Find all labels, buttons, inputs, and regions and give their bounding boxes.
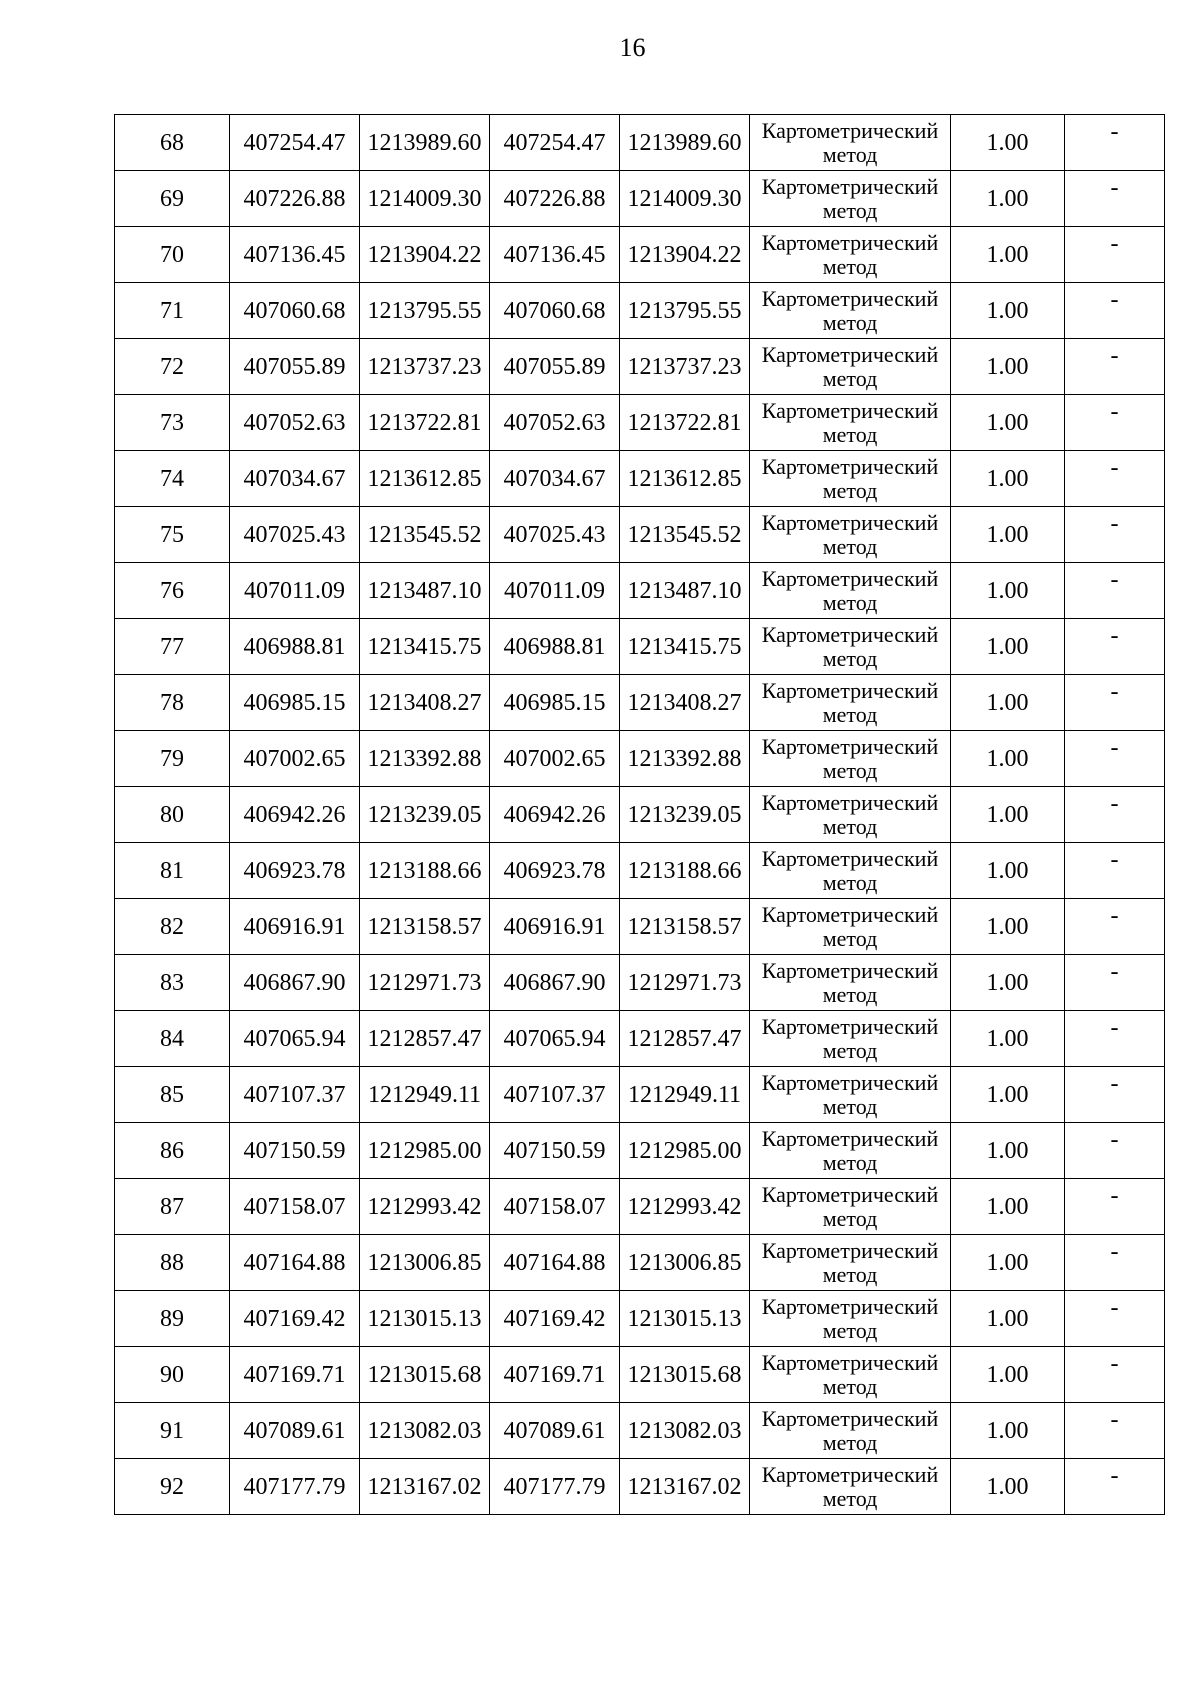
point-number-cell: 78 bbox=[115, 675, 230, 731]
existing-x-cell: 407158.07 bbox=[230, 1179, 360, 1235]
accuracy-cell: 1.00 bbox=[951, 1459, 1065, 1515]
existing-y-cell: 1212985.00 bbox=[360, 1123, 490, 1179]
method-label-line2: метод bbox=[822, 141, 878, 167]
existing-x-cell: 407002.65 bbox=[230, 731, 360, 787]
new-x-cell: 407055.89 bbox=[490, 339, 620, 395]
description-cell: - bbox=[1065, 1123, 1165, 1179]
method-label-line1: Картометрический bbox=[761, 229, 939, 255]
point-number-cell: 73 bbox=[115, 395, 230, 451]
existing-x-cell: 407011.09 bbox=[230, 563, 360, 619]
existing-y-cell: 1213408.27 bbox=[360, 675, 490, 731]
existing-y-cell: 1212857.47 bbox=[360, 1011, 490, 1067]
method-cell bbox=[750, 451, 951, 507]
method-cell bbox=[750, 1291, 951, 1347]
method-label-line1: Картометрический bbox=[761, 1181, 939, 1207]
existing-x-cell: 407254.47 bbox=[230, 115, 360, 171]
table-row bbox=[115, 1011, 1165, 1067]
new-y-cell: 1213487.10 bbox=[620, 563, 750, 619]
accuracy-cell: 1.00 bbox=[951, 1011, 1065, 1067]
new-y-cell: 1212949.11 bbox=[620, 1067, 750, 1123]
point-number-cell: 75 bbox=[115, 507, 230, 563]
method-cell bbox=[750, 1123, 951, 1179]
existing-y-cell: 1213795.55 bbox=[360, 283, 490, 339]
new-x-cell: 406985.15 bbox=[490, 675, 620, 731]
method-cell bbox=[750, 1011, 951, 1067]
method-label-line2: метод bbox=[822, 365, 878, 391]
new-y-cell: 1213392.88 bbox=[620, 731, 750, 787]
existing-x-cell: 406988.81 bbox=[230, 619, 360, 675]
method-label-line1: Картометрический bbox=[761, 397, 939, 423]
method-label-line1: Картометрический bbox=[761, 117, 939, 143]
method-label-line1: Картометрический bbox=[761, 789, 939, 815]
existing-x-cell: 407052.63 bbox=[230, 395, 360, 451]
table-row bbox=[115, 787, 1165, 843]
method-label-line1: Картометрический bbox=[761, 957, 939, 983]
existing-y-cell: 1213015.13 bbox=[360, 1291, 490, 1347]
method-cell bbox=[750, 115, 951, 171]
page-number: 16 bbox=[619, 33, 646, 62]
table-row bbox=[115, 1347, 1165, 1403]
description-cell: - bbox=[1065, 1179, 1165, 1235]
method-cell bbox=[750, 227, 951, 283]
point-number-cell: 79 bbox=[115, 731, 230, 787]
existing-x-cell: 407169.42 bbox=[230, 1291, 360, 1347]
table-row bbox=[115, 283, 1165, 339]
accuracy-cell: 1.00 bbox=[951, 1123, 1065, 1179]
new-y-cell: 1213612.85 bbox=[620, 451, 750, 507]
existing-x-cell: 407089.61 bbox=[230, 1403, 360, 1459]
method-cell bbox=[750, 787, 951, 843]
method-label-line2: метод bbox=[822, 701, 878, 727]
existing-x-cell: 406867.90 bbox=[230, 955, 360, 1011]
existing-y-cell: 1213006.85 bbox=[360, 1235, 490, 1291]
new-x-cell: 407164.88 bbox=[490, 1235, 620, 1291]
method-label-line1: Картометрический bbox=[761, 565, 939, 591]
accuracy-cell: 1.00 bbox=[951, 227, 1065, 283]
method-cell bbox=[750, 1179, 951, 1235]
method-label-line2: метод bbox=[822, 1317, 878, 1343]
method-label-line1: Картометрический bbox=[761, 901, 939, 927]
point-number-cell: 69 bbox=[115, 171, 230, 227]
point-number-cell: 80 bbox=[115, 787, 230, 843]
method-label-line1: Картометрический bbox=[761, 733, 939, 759]
new-y-cell: 1213415.75 bbox=[620, 619, 750, 675]
coordinates-table bbox=[114, 114, 1165, 1515]
method-cell bbox=[750, 955, 951, 1011]
existing-y-cell: 1213239.05 bbox=[360, 787, 490, 843]
method-cell bbox=[750, 507, 951, 563]
existing-x-cell: 407034.67 bbox=[230, 451, 360, 507]
accuracy-cell: 1.00 bbox=[951, 1291, 1065, 1347]
existing-x-cell: 407055.89 bbox=[230, 339, 360, 395]
table-row bbox=[115, 1459, 1165, 1515]
description-cell: - bbox=[1065, 395, 1165, 451]
new-y-cell: 1213015.68 bbox=[620, 1347, 750, 1403]
existing-x-cell: 407150.59 bbox=[230, 1123, 360, 1179]
description-cell: - bbox=[1065, 507, 1165, 563]
accuracy-cell: 1.00 bbox=[951, 955, 1065, 1011]
method-label-line2: метод bbox=[822, 981, 878, 1007]
method-cell bbox=[750, 843, 951, 899]
method-label-line2: метод bbox=[822, 1149, 878, 1175]
new-y-cell: 1213737.23 bbox=[620, 339, 750, 395]
description-cell: - bbox=[1065, 1291, 1165, 1347]
existing-x-cell: 407164.88 bbox=[230, 1235, 360, 1291]
description-cell: - bbox=[1065, 731, 1165, 787]
method-cell bbox=[750, 563, 951, 619]
description-cell: - bbox=[1065, 1403, 1165, 1459]
existing-y-cell: 1213082.03 bbox=[360, 1403, 490, 1459]
method-label-line1: Картометрический bbox=[761, 173, 939, 199]
method-label-line2: метод bbox=[822, 589, 878, 615]
new-y-cell: 1213082.03 bbox=[620, 1403, 750, 1459]
table-row bbox=[115, 227, 1165, 283]
method-label-line2: метод bbox=[822, 533, 878, 559]
existing-x-cell: 407060.68 bbox=[230, 283, 360, 339]
method-label-line2: метод bbox=[822, 1429, 878, 1455]
point-number-cell: 85 bbox=[115, 1067, 230, 1123]
existing-y-cell: 1213415.75 bbox=[360, 619, 490, 675]
accuracy-cell: 1.00 bbox=[951, 395, 1065, 451]
accuracy-cell: 1.00 bbox=[951, 787, 1065, 843]
accuracy-cell: 1.00 bbox=[951, 1179, 1065, 1235]
method-cell bbox=[750, 1403, 951, 1459]
method-label-line2: метод bbox=[822, 309, 878, 335]
existing-y-cell: 1213392.88 bbox=[360, 731, 490, 787]
new-x-cell: 407025.43 bbox=[490, 507, 620, 563]
table-row bbox=[115, 1235, 1165, 1291]
accuracy-cell: 1.00 bbox=[951, 451, 1065, 507]
point-number-cell: 81 bbox=[115, 843, 230, 899]
point-number-cell: 87 bbox=[115, 1179, 230, 1235]
accuracy-cell: 1.00 bbox=[951, 1347, 1065, 1403]
existing-x-cell: 407177.79 bbox=[230, 1459, 360, 1515]
method-label-line1: Картометрический bbox=[761, 1237, 939, 1263]
method-label-line2: метод bbox=[822, 645, 878, 671]
new-x-cell: 407226.88 bbox=[490, 171, 620, 227]
existing-y-cell: 1213167.02 bbox=[360, 1459, 490, 1515]
table-row bbox=[115, 115, 1165, 171]
accuracy-cell: 1.00 bbox=[951, 731, 1065, 787]
existing-x-cell: 406916.91 bbox=[230, 899, 360, 955]
method-cell bbox=[750, 899, 951, 955]
table-row bbox=[115, 899, 1165, 955]
point-number-cell: 71 bbox=[115, 283, 230, 339]
new-y-cell: 1213167.02 bbox=[620, 1459, 750, 1515]
existing-y-cell: 1212993.42 bbox=[360, 1179, 490, 1235]
new-y-cell: 1213006.85 bbox=[620, 1235, 750, 1291]
point-number-cell: 86 bbox=[115, 1123, 230, 1179]
description-cell: - bbox=[1065, 171, 1165, 227]
existing-y-cell: 1213989.60 bbox=[360, 115, 490, 171]
new-x-cell: 407254.47 bbox=[490, 115, 620, 171]
table-body bbox=[115, 115, 1165, 1515]
existing-x-cell: 407226.88 bbox=[230, 171, 360, 227]
description-cell: - bbox=[1065, 1459, 1165, 1515]
description-cell: - bbox=[1065, 283, 1165, 339]
new-x-cell: 406988.81 bbox=[490, 619, 620, 675]
point-number-cell: 89 bbox=[115, 1291, 230, 1347]
method-cell bbox=[750, 171, 951, 227]
new-y-cell: 1213722.81 bbox=[620, 395, 750, 451]
method-label-line1: Картометрический bbox=[761, 845, 939, 871]
new-y-cell: 1213188.66 bbox=[620, 843, 750, 899]
method-label-line2: метод bbox=[822, 925, 878, 951]
table-row bbox=[115, 395, 1165, 451]
description-cell: - bbox=[1065, 451, 1165, 507]
existing-y-cell: 1213158.57 bbox=[360, 899, 490, 955]
description-cell: - bbox=[1065, 619, 1165, 675]
new-x-cell: 407177.79 bbox=[490, 1459, 620, 1515]
new-y-cell: 1213408.27 bbox=[620, 675, 750, 731]
point-number-cell: 83 bbox=[115, 955, 230, 1011]
description-cell: - bbox=[1065, 1347, 1165, 1403]
new-y-cell: 1213545.52 bbox=[620, 507, 750, 563]
method-cell bbox=[750, 619, 951, 675]
accuracy-cell: 1.00 bbox=[951, 283, 1065, 339]
existing-x-cell: 407169.71 bbox=[230, 1347, 360, 1403]
new-x-cell: 406867.90 bbox=[490, 955, 620, 1011]
method-label-line1: Картометрический bbox=[761, 285, 939, 311]
method-label-line1: Картометрический bbox=[761, 1069, 939, 1095]
description-cell: - bbox=[1065, 899, 1165, 955]
accuracy-cell: 1.00 bbox=[951, 843, 1065, 899]
method-label-line1: Картометрический bbox=[761, 509, 939, 535]
new-x-cell: 406923.78 bbox=[490, 843, 620, 899]
point-number-cell: 92 bbox=[115, 1459, 230, 1515]
method-cell bbox=[750, 1347, 951, 1403]
new-x-cell: 407169.71 bbox=[490, 1347, 620, 1403]
point-number-cell: 72 bbox=[115, 339, 230, 395]
new-x-cell: 407107.37 bbox=[490, 1067, 620, 1123]
method-label-line2: метод bbox=[822, 1037, 878, 1063]
table-row bbox=[115, 507, 1165, 563]
description-cell: - bbox=[1065, 675, 1165, 731]
method-label-line1: Картометрический bbox=[761, 1293, 939, 1319]
method-label-line2: метод bbox=[822, 1093, 878, 1119]
method-label-line2: метод bbox=[822, 1261, 878, 1287]
existing-x-cell: 407025.43 bbox=[230, 507, 360, 563]
table-row bbox=[115, 619, 1165, 675]
description-cell: - bbox=[1065, 1067, 1165, 1123]
point-number-cell: 77 bbox=[115, 619, 230, 675]
new-x-cell: 407034.67 bbox=[490, 451, 620, 507]
existing-x-cell: 406923.78 bbox=[230, 843, 360, 899]
description-cell: - bbox=[1065, 115, 1165, 171]
method-label-line2: метод bbox=[822, 1485, 878, 1511]
new-y-cell: 1213015.13 bbox=[620, 1291, 750, 1347]
existing-y-cell: 1213612.85 bbox=[360, 451, 490, 507]
table-row bbox=[115, 339, 1165, 395]
accuracy-cell: 1.00 bbox=[951, 1067, 1065, 1123]
method-cell bbox=[750, 339, 951, 395]
accuracy-cell: 1.00 bbox=[951, 619, 1065, 675]
new-y-cell: 1212971.73 bbox=[620, 955, 750, 1011]
existing-x-cell: 407065.94 bbox=[230, 1011, 360, 1067]
existing-x-cell: 406942.26 bbox=[230, 787, 360, 843]
table-row bbox=[115, 843, 1165, 899]
method-label-line1: Картометрический bbox=[761, 621, 939, 647]
method-label-line2: метод bbox=[822, 253, 878, 279]
method-label-line1: Картометрический bbox=[761, 1405, 939, 1431]
table-row bbox=[115, 731, 1165, 787]
method-label-line1: Картометрический bbox=[761, 1013, 939, 1039]
description-cell: - bbox=[1065, 1235, 1165, 1291]
table-row bbox=[115, 563, 1165, 619]
new-x-cell: 407158.07 bbox=[490, 1179, 620, 1235]
description-cell: - bbox=[1065, 227, 1165, 283]
new-x-cell: 407065.94 bbox=[490, 1011, 620, 1067]
table-row bbox=[115, 955, 1165, 1011]
table-row bbox=[115, 1179, 1165, 1235]
existing-y-cell: 1213545.52 bbox=[360, 507, 490, 563]
point-number-cell: 76 bbox=[115, 563, 230, 619]
method-label-line1: Картометрический bbox=[761, 341, 939, 367]
description-cell: - bbox=[1065, 843, 1165, 899]
description-cell: - bbox=[1065, 339, 1165, 395]
existing-x-cell: 406985.15 bbox=[230, 675, 360, 731]
existing-y-cell: 1214009.30 bbox=[360, 171, 490, 227]
new-y-cell: 1213904.22 bbox=[620, 227, 750, 283]
method-label-line2: метод bbox=[822, 869, 878, 895]
point-number-cell: 88 bbox=[115, 1235, 230, 1291]
table-row bbox=[115, 1403, 1165, 1459]
method-cell bbox=[750, 1235, 951, 1291]
method-label-line2: метод bbox=[822, 813, 878, 839]
table-row bbox=[115, 1067, 1165, 1123]
accuracy-cell: 1.00 bbox=[951, 675, 1065, 731]
new-x-cell: 406942.26 bbox=[490, 787, 620, 843]
method-label-line1: Картометрический bbox=[761, 677, 939, 703]
new-y-cell: 1213989.60 bbox=[620, 115, 750, 171]
point-number-cell: 68 bbox=[115, 115, 230, 171]
new-x-cell: 407169.42 bbox=[490, 1291, 620, 1347]
description-cell: - bbox=[1065, 563, 1165, 619]
point-number-cell: 74 bbox=[115, 451, 230, 507]
new-x-cell: 407136.45 bbox=[490, 227, 620, 283]
method-cell bbox=[750, 1459, 951, 1515]
method-cell bbox=[750, 395, 951, 451]
method-cell bbox=[750, 675, 951, 731]
method-label-line2: метод bbox=[822, 421, 878, 447]
new-x-cell: 407011.09 bbox=[490, 563, 620, 619]
description-cell: - bbox=[1065, 955, 1165, 1011]
existing-y-cell: 1213015.68 bbox=[360, 1347, 490, 1403]
new-y-cell: 1214009.30 bbox=[620, 171, 750, 227]
new-y-cell: 1212857.47 bbox=[620, 1011, 750, 1067]
new-x-cell: 407060.68 bbox=[490, 283, 620, 339]
description-cell: - bbox=[1065, 1011, 1165, 1067]
new-x-cell: 406916.91 bbox=[490, 899, 620, 955]
point-number-cell: 91 bbox=[115, 1403, 230, 1459]
method-label-line1: Картометрический bbox=[761, 1461, 939, 1487]
description-cell: - bbox=[1065, 787, 1165, 843]
new-y-cell: 1212985.00 bbox=[620, 1123, 750, 1179]
new-x-cell: 407052.63 bbox=[490, 395, 620, 451]
existing-y-cell: 1212949.11 bbox=[360, 1067, 490, 1123]
existing-y-cell: 1212971.73 bbox=[360, 955, 490, 1011]
new-y-cell: 1212993.42 bbox=[620, 1179, 750, 1235]
table-row bbox=[115, 1123, 1165, 1179]
method-label-line1: Картометрический bbox=[761, 1125, 939, 1151]
existing-y-cell: 1213188.66 bbox=[360, 843, 490, 899]
table-row bbox=[115, 1291, 1165, 1347]
method-label-line2: метод bbox=[822, 197, 878, 223]
new-y-cell: 1213795.55 bbox=[620, 283, 750, 339]
existing-x-cell: 407107.37 bbox=[230, 1067, 360, 1123]
accuracy-cell: 1.00 bbox=[951, 563, 1065, 619]
point-number-cell: 82 bbox=[115, 899, 230, 955]
method-label-line2: метод bbox=[822, 757, 878, 783]
new-x-cell: 407150.59 bbox=[490, 1123, 620, 1179]
new-y-cell: 1213239.05 bbox=[620, 787, 750, 843]
existing-x-cell: 407136.45 bbox=[230, 227, 360, 283]
accuracy-cell: 1.00 bbox=[951, 899, 1065, 955]
existing-y-cell: 1213737.23 bbox=[360, 339, 490, 395]
method-cell bbox=[750, 731, 951, 787]
existing-y-cell: 1213487.10 bbox=[360, 563, 490, 619]
new-x-cell: 407002.65 bbox=[490, 731, 620, 787]
new-y-cell: 1213158.57 bbox=[620, 899, 750, 955]
method-label-line1: Картометрический bbox=[761, 1349, 939, 1375]
accuracy-cell: 1.00 bbox=[951, 1235, 1065, 1291]
method-cell bbox=[750, 1067, 951, 1123]
method-label-line2: метод bbox=[822, 477, 878, 503]
accuracy-cell: 1.00 bbox=[951, 339, 1065, 395]
existing-y-cell: 1213722.81 bbox=[360, 395, 490, 451]
method-label-line2: метод bbox=[822, 1205, 878, 1231]
table-row bbox=[115, 451, 1165, 507]
point-number-cell: 84 bbox=[115, 1011, 230, 1067]
point-number-cell: 70 bbox=[115, 227, 230, 283]
existing-y-cell: 1213904.22 bbox=[360, 227, 490, 283]
method-label-line1: Картометрический bbox=[761, 453, 939, 479]
point-number-cell: 90 bbox=[115, 1347, 230, 1403]
method-label-line2: метод bbox=[822, 1373, 878, 1399]
accuracy-cell: 1.00 bbox=[951, 171, 1065, 227]
accuracy-cell: 1.00 bbox=[951, 507, 1065, 563]
method-cell bbox=[750, 283, 951, 339]
table-row bbox=[115, 675, 1165, 731]
new-x-cell: 407089.61 bbox=[490, 1403, 620, 1459]
accuracy-cell: 1.00 bbox=[951, 115, 1065, 171]
accuracy-cell: 1.00 bbox=[951, 1403, 1065, 1459]
table-row bbox=[115, 171, 1165, 227]
